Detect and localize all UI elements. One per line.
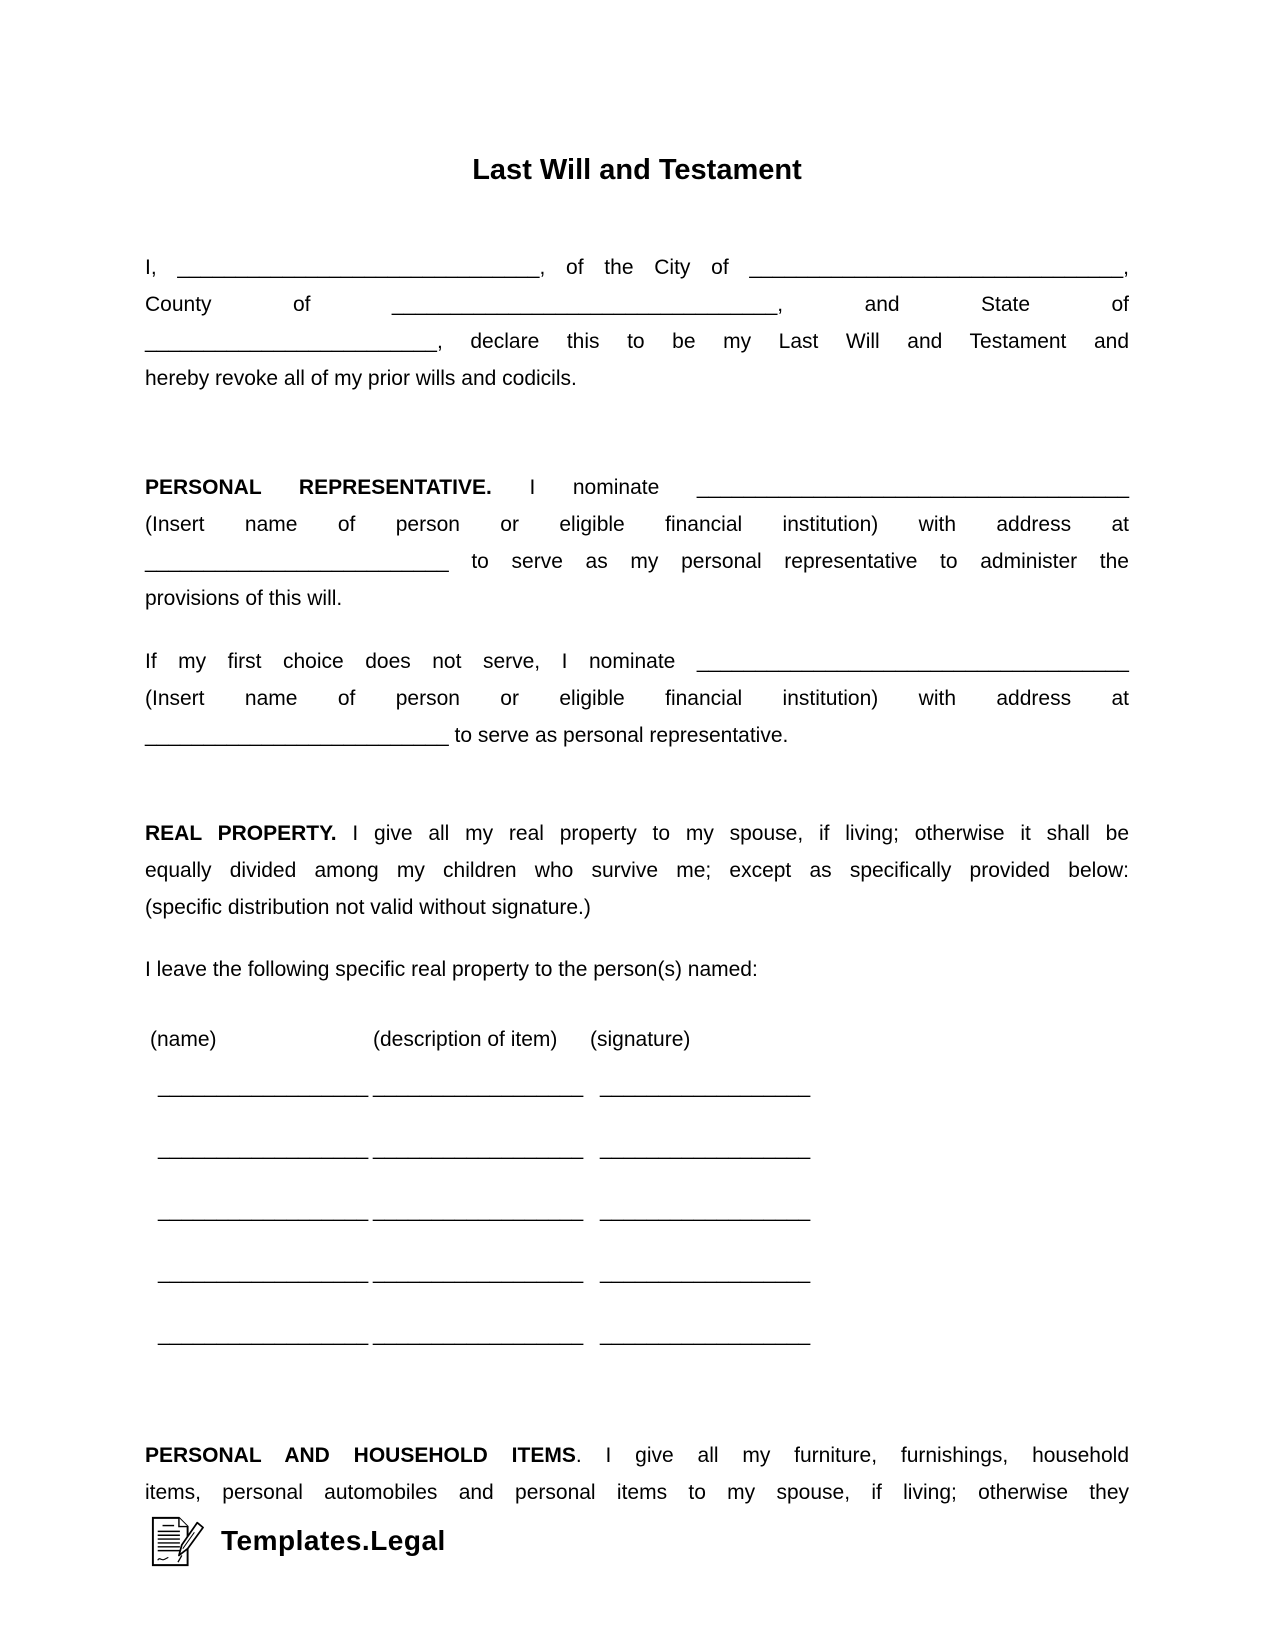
opening-paragraph xyxy=(145,249,1129,397)
brand-name: Templates.Legal xyxy=(221,1525,446,1556)
real-property-line: equally divided among my children who survive me; except as specifically provided below: xyxy=(145,859,1129,882)
brand-footer xyxy=(145,1513,1129,1569)
property-table xyxy=(145,1068,1129,1353)
personal-representative-heading: PERSONAL REPRESENTATIVE. xyxy=(145,476,492,499)
table-row xyxy=(145,1192,1129,1229)
household-items-paragraph xyxy=(145,1437,1129,1511)
table-row xyxy=(145,1130,1129,1167)
description-blank: __________________ xyxy=(373,1075,584,1098)
column-header-description: (description of item) xyxy=(373,1028,558,1051)
opening-line: I, _______________________________, of the City of ________________________________, xyxy=(145,256,1129,279)
real-property-text: I give all my real property to my spouse, if living; otherwise it shall be xyxy=(352,822,1129,845)
description-blank: __________________ xyxy=(373,1199,584,1222)
name-blank: __________________ xyxy=(158,1137,369,1160)
nominate-text: I nominate _____________________________________ xyxy=(529,476,1129,499)
signature-blank: __________________ xyxy=(600,1075,811,1098)
description-blank: __________________ xyxy=(373,1137,584,1160)
table-row xyxy=(145,1254,1129,1291)
specific-property-intro xyxy=(145,951,1129,988)
household-items-first-line xyxy=(145,1437,1129,1474)
alternate-representative-paragraph xyxy=(145,643,1129,754)
table-row xyxy=(145,1068,1129,1105)
document-pen-icon xyxy=(150,1513,204,1569)
table-row xyxy=(145,1316,1129,1353)
personal-representative-paragraph xyxy=(145,469,1129,617)
household-items-heading: PERSONAL AND HOUSEHOLD ITEMS xyxy=(145,1444,576,1467)
name-blank: __________________ xyxy=(158,1075,369,1098)
description-blank: __________________ xyxy=(373,1323,584,1346)
name-blank: __________________ xyxy=(158,1261,369,1284)
opening-line: County of _________________________________, and State of xyxy=(145,293,1129,316)
column-header-signature: (signature) xyxy=(590,1028,691,1051)
real-property-paragraph xyxy=(145,815,1129,926)
specific-property-intro-line: I leave the following specific real property to the person(s) named: xyxy=(145,958,758,981)
signature-blank: __________________ xyxy=(600,1323,811,1346)
signature-blank: __________________ xyxy=(600,1199,811,1222)
personal-representative-line: (Insert name of person or eligible financial institution) with address at xyxy=(145,513,1129,536)
alternate-representative-line: __________________________ to serve as personal representative. xyxy=(145,724,789,747)
column-header-name: (name) xyxy=(150,1028,217,1051)
document-title: Last Will and Testament xyxy=(472,154,802,186)
name-blank: __________________ xyxy=(158,1323,369,1346)
opening-line: _________________________, declare this to be my Last Will and Testament and xyxy=(145,330,1129,353)
alternate-representative-line: (Insert name of person or eligible financial institution) with address at xyxy=(145,687,1129,710)
alternate-representative-line: If my first choice does not serve, I nominate _____________________________________ xyxy=(145,650,1129,673)
opening-line: hereby revoke all of my prior wills and codicils. xyxy=(145,367,577,390)
property-table-header xyxy=(145,1021,1129,1058)
personal-representative-line: provisions of this will. xyxy=(145,587,343,610)
real-property-heading: REAL PROPERTY. xyxy=(145,822,337,845)
personal-representative-nominate-line xyxy=(145,469,1129,506)
real-property-first-line xyxy=(145,815,1129,852)
signature-blank: __________________ xyxy=(600,1261,811,1284)
signature-blank: __________________ xyxy=(600,1137,811,1160)
personal-representative-line: __________________________ to serve as my personal representative to administer the xyxy=(145,550,1129,573)
name-blank: __________________ xyxy=(158,1199,369,1222)
real-property-line: (specific distribution not valid without signature.) xyxy=(145,896,591,919)
household-items-text: . I give all my furniture, furnishings, household xyxy=(575,1444,1129,1467)
description-blank: __________________ xyxy=(373,1261,584,1284)
household-items-line: items, personal automobiles and personal items to my spouse, if living; otherwise they xyxy=(145,1481,1129,1504)
